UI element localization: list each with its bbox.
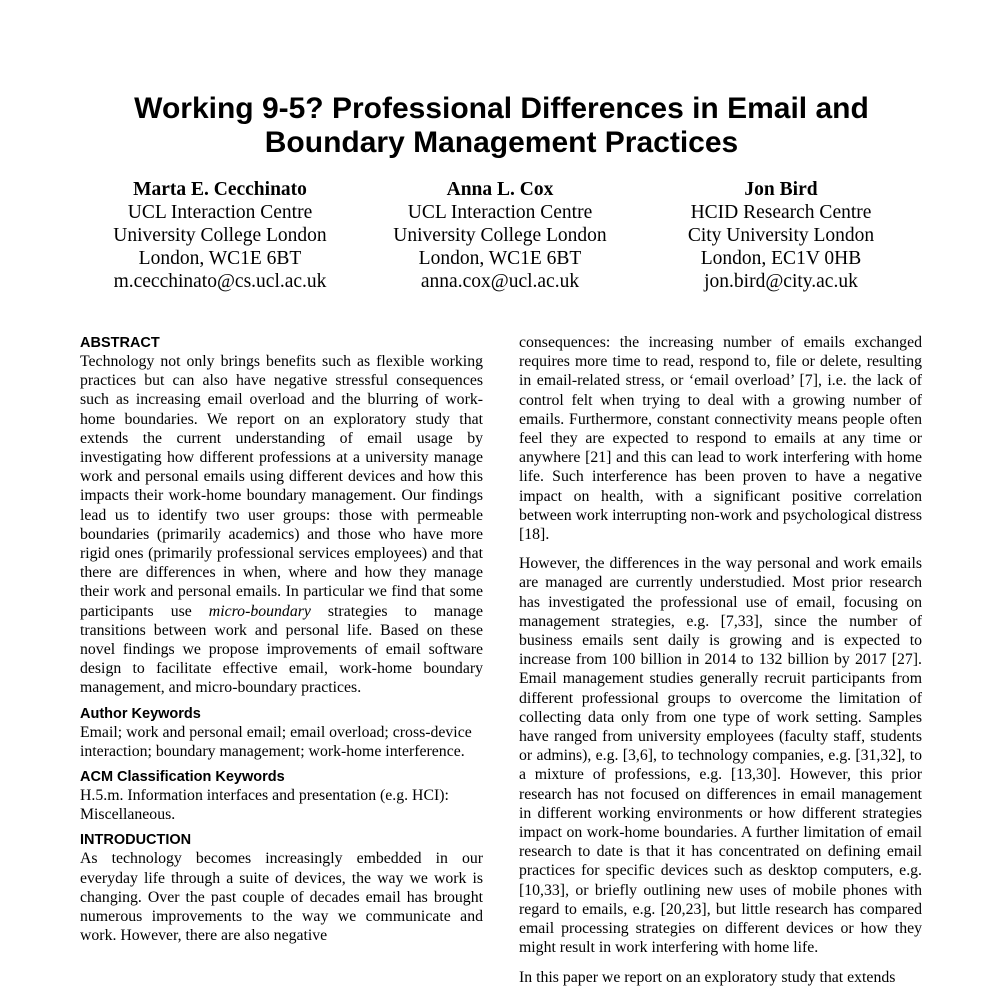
abstract-text (80, 352, 483, 698)
body-paragraph-3: In this paper we report on an exploratory study that extends (519, 968, 896, 986)
body-paragraph-1: consequences: the increasing number of emails exchanged requires more time to read, respond to, file or delete, resulting in email-related stress, or ‘email overload’ [7], i.e. the lack of control felt when trying to deal with a growing number of emails. Furthermore, constant connectivity means people often feel they are expected to respond to emails at any time or anywhere [21] and this can lead to work interfering with home life. Such interference has been proven to have a negative impact on health, with a significant positive correlation between work interrupting non-work and psychological distress [18]. (519, 334, 922, 544)
author-name: Anna L. Cox (446, 179, 554, 200)
author-affiliation: UCL Interaction Centre (127, 202, 313, 223)
author-name: Jon Bird (744, 179, 818, 200)
author-email: anna.cox@ucl.ac.uk (420, 271, 580, 292)
author-address: London, EC1V 0HB (700, 248, 862, 269)
author-affiliation: UCL Interaction Centre (407, 202, 593, 223)
author-block-cecchinato (110, 178, 330, 293)
acm-keywords-heading: ACM Classification Keywords (80, 769, 285, 786)
abstract-text-part-1: Technology not only brings benefits such as flexible working practices but can also have negative stressful consequences such as increasing email overload and the blurring of work-home boundaries. We report on an exploratory study that extends the current understanding of email usage by investigating how different professions at a university manage work and personal emails using different devices and how this impacts their work-home boundary management. Our findings lead us to identify two user groups: those with permeable boundaries (primarily academics) and those who have more rigid ones (primarily professional services employees) and that there are differences in when, where and how they manage their work and personal emails. In particular we find that some participants use (80, 353, 483, 620)
title-line-2: Boundary Management Practices (264, 126, 739, 159)
abstract-text-part-2: strategies to manage transitions between work and personal life. Based on these novel findings we propose improvements of email software design to facilitate effective email, work-home boundary management, and micro-boundary practices. (80, 602, 483, 697)
author-address: London, WC1E 6BT (138, 248, 302, 269)
author-affiliation: HCID Research Centre (690, 202, 872, 223)
author-institution: University College London (393, 225, 607, 246)
author-email: m.cecchinato@cs.ucl.ac.uk (113, 271, 327, 292)
author-institution: University College London (113, 225, 327, 246)
acm-keywords-text: H.5.m. Information interfaces and presentation (e.g. HCI): Miscellaneous. (80, 787, 449, 824)
author-keywords-heading: Author Keywords (80, 705, 201, 722)
introduction-paragraph: As technology becomes increasingly embedded in our everyday life through a suite of devices, the way we work is changing. Over the past couple of decades email has brought numerous improvements to the way we communicate and work. However, there are also negative (80, 850, 483, 945)
left-column (80, 335, 483, 945)
author-block-bird (671, 178, 891, 293)
abstract-heading: ABSTRACT (80, 335, 160, 351)
author-block-cox (390, 178, 610, 293)
author-email: jon.bird@city.ac.uk (704, 271, 858, 292)
author-keywords-text: Email; work and personal email; email overload; cross-device interaction; boundary management; work-home interference. (80, 723, 472, 760)
paper-title (0, 92, 1003, 160)
right-column (519, 333, 922, 987)
body-paragraph-2: However, the differences in the way personal and work emails are managed are currently understudied. Most prior research has investigated the professional use of email, focusing on management strategies, e.g. [7,33], since the number of business emails sent daily is growing and is expected to increase from 100 billion in 2014 to 132 billion by 2017 [27]. Email management studies generally recruit participants from different professional groups to overcome the limitation of collecting data only from one type of work setting. Samples have ranged from university employees (faculty staff, students or admins), e.g. [3,6], to technology companies, e.g. [31,32], to a mixture of professions, e.g. [13,30]. However, this prior research has not focused on differences in email management in different working environments or how different strategies impact on work-home boundaries. A further limitation of email research to date is that it has concentrated on defining email practices for specific devices such as desktop computers, e.g. [10,33], or briefly outlining new uses of mobile phones with regard to emails, e.g. [20,23], but little research has compared email processing strategies on different devices or how they might result in work interfering with home life. (519, 555, 922, 957)
author-institution: City University London (687, 225, 875, 246)
abstract-emphasis: micro-boundary (208, 602, 311, 620)
author-name: Marta E. Cecchinato (133, 179, 307, 200)
introduction-heading: INTRODUCTION (80, 832, 192, 849)
title-line-1: Working 9-5? Professional Differences in Email and (134, 92, 869, 125)
author-address: London, WC1E 6BT (418, 248, 582, 269)
